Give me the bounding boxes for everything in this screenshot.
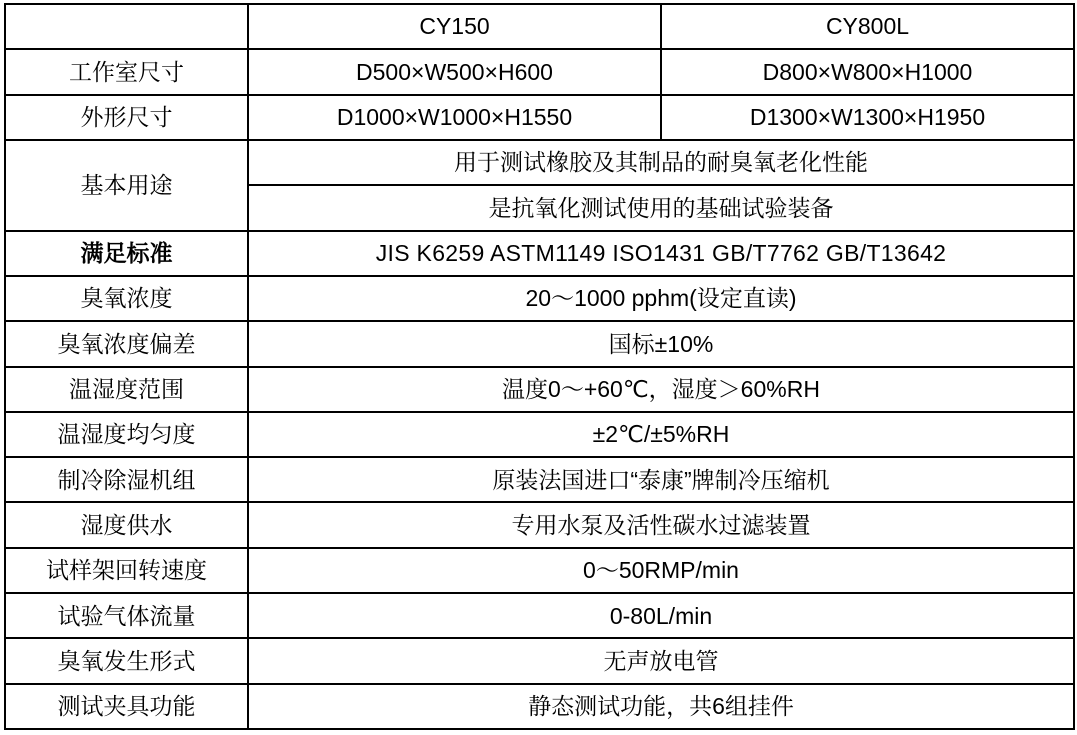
table-row: [5, 140, 1074, 185]
cell-overall-size-cy150: D1000×W1000×H1550: [248, 95, 661, 140]
cell-fixture-function: 静态测试功能，共6组挂件: [248, 684, 1074, 729]
row-label-temp-humidity-uniformity: 温湿度均匀度: [5, 412, 248, 457]
cell-basic-use-line2: 是抗氧化测试使用的基础试验装备: [248, 185, 1074, 230]
row-label-rack-rotation-speed: 试样架回转速度: [5, 548, 248, 593]
table-row: [5, 231, 1074, 276]
cell-temp-humidity-uniformity: ±2℃/±5%RH: [248, 412, 1074, 457]
cell-test-gas-flow: 0-80L/min: [248, 593, 1074, 638]
table-row: [5, 49, 1074, 94]
row-label-chamber-size: 工作室尺寸: [5, 49, 248, 94]
table-row: [5, 684, 1074, 729]
table-row: [5, 638, 1074, 683]
row-label-fixture-function: 测试夹具功能: [5, 684, 248, 729]
cell-humidity-water-supply: 专用水泵及活性碳水过滤装置: [248, 502, 1074, 547]
row-label-ozone-generation-type: 臭氧发生形式: [5, 638, 248, 683]
header-model-cy800l: CY800L: [661, 4, 1074, 49]
row-label-humidity-water-supply: 湿度供水: [5, 502, 248, 547]
row-label-basic-use: 基本用途: [5, 140, 248, 231]
table-row: [5, 593, 1074, 638]
table-row: [5, 276, 1074, 321]
specification-table: [4, 3, 1075, 730]
row-label-temp-humidity-range: 温湿度范围: [5, 367, 248, 412]
cell-basic-use-line1: 用于测试橡胶及其制品的耐臭氧老化性能: [248, 140, 1074, 185]
table-row: [5, 548, 1074, 593]
table-row-header: [5, 4, 1074, 49]
cell-rack-rotation-speed: 0～50RMP/min: [248, 548, 1074, 593]
cell-chamber-size-cy800l: D800×W800×H1000: [661, 49, 1074, 94]
cell-ozone-generation-type: 无声放电管: [248, 638, 1074, 683]
header-corner-cell: [5, 4, 248, 49]
table-row: [5, 457, 1074, 502]
cell-ozone-deviation: 国标±10%: [248, 321, 1074, 366]
table-row: [5, 321, 1074, 366]
cell-ozone-concentration: 20～1000 pphm(设定直读): [248, 276, 1074, 321]
table-row: [5, 502, 1074, 547]
table-row: [5, 95, 1074, 140]
header-model-cy150: CY150: [248, 4, 661, 49]
cell-standards: JIS K6259 ASTM1149 ISO1431 GB/T7762 GB/T13642: [248, 231, 1074, 276]
row-label-test-gas-flow: 试验气体流量: [5, 593, 248, 638]
cell-chamber-size-cy150: D500×W500×H600: [248, 49, 661, 94]
row-label-ozone-concentration: 臭氧浓度: [5, 276, 248, 321]
cell-overall-size-cy800l: D1300×W1300×H1950: [661, 95, 1074, 140]
cell-refrigeration-unit: 原装法国进口“泰康”牌制冷压缩机: [248, 457, 1074, 502]
row-label-ozone-deviation: 臭氧浓度偏差: [5, 321, 248, 366]
table-row: [5, 412, 1074, 457]
row-label-standards: 满足标准: [5, 231, 248, 276]
row-label-overall-size: 外形尺寸: [5, 95, 248, 140]
row-label-refrigeration-unit: 制冷除湿机组: [5, 457, 248, 502]
table-row: [5, 367, 1074, 412]
cell-temp-humidity-range: 温度0～+60℃，湿度＞60%RH: [248, 367, 1074, 412]
